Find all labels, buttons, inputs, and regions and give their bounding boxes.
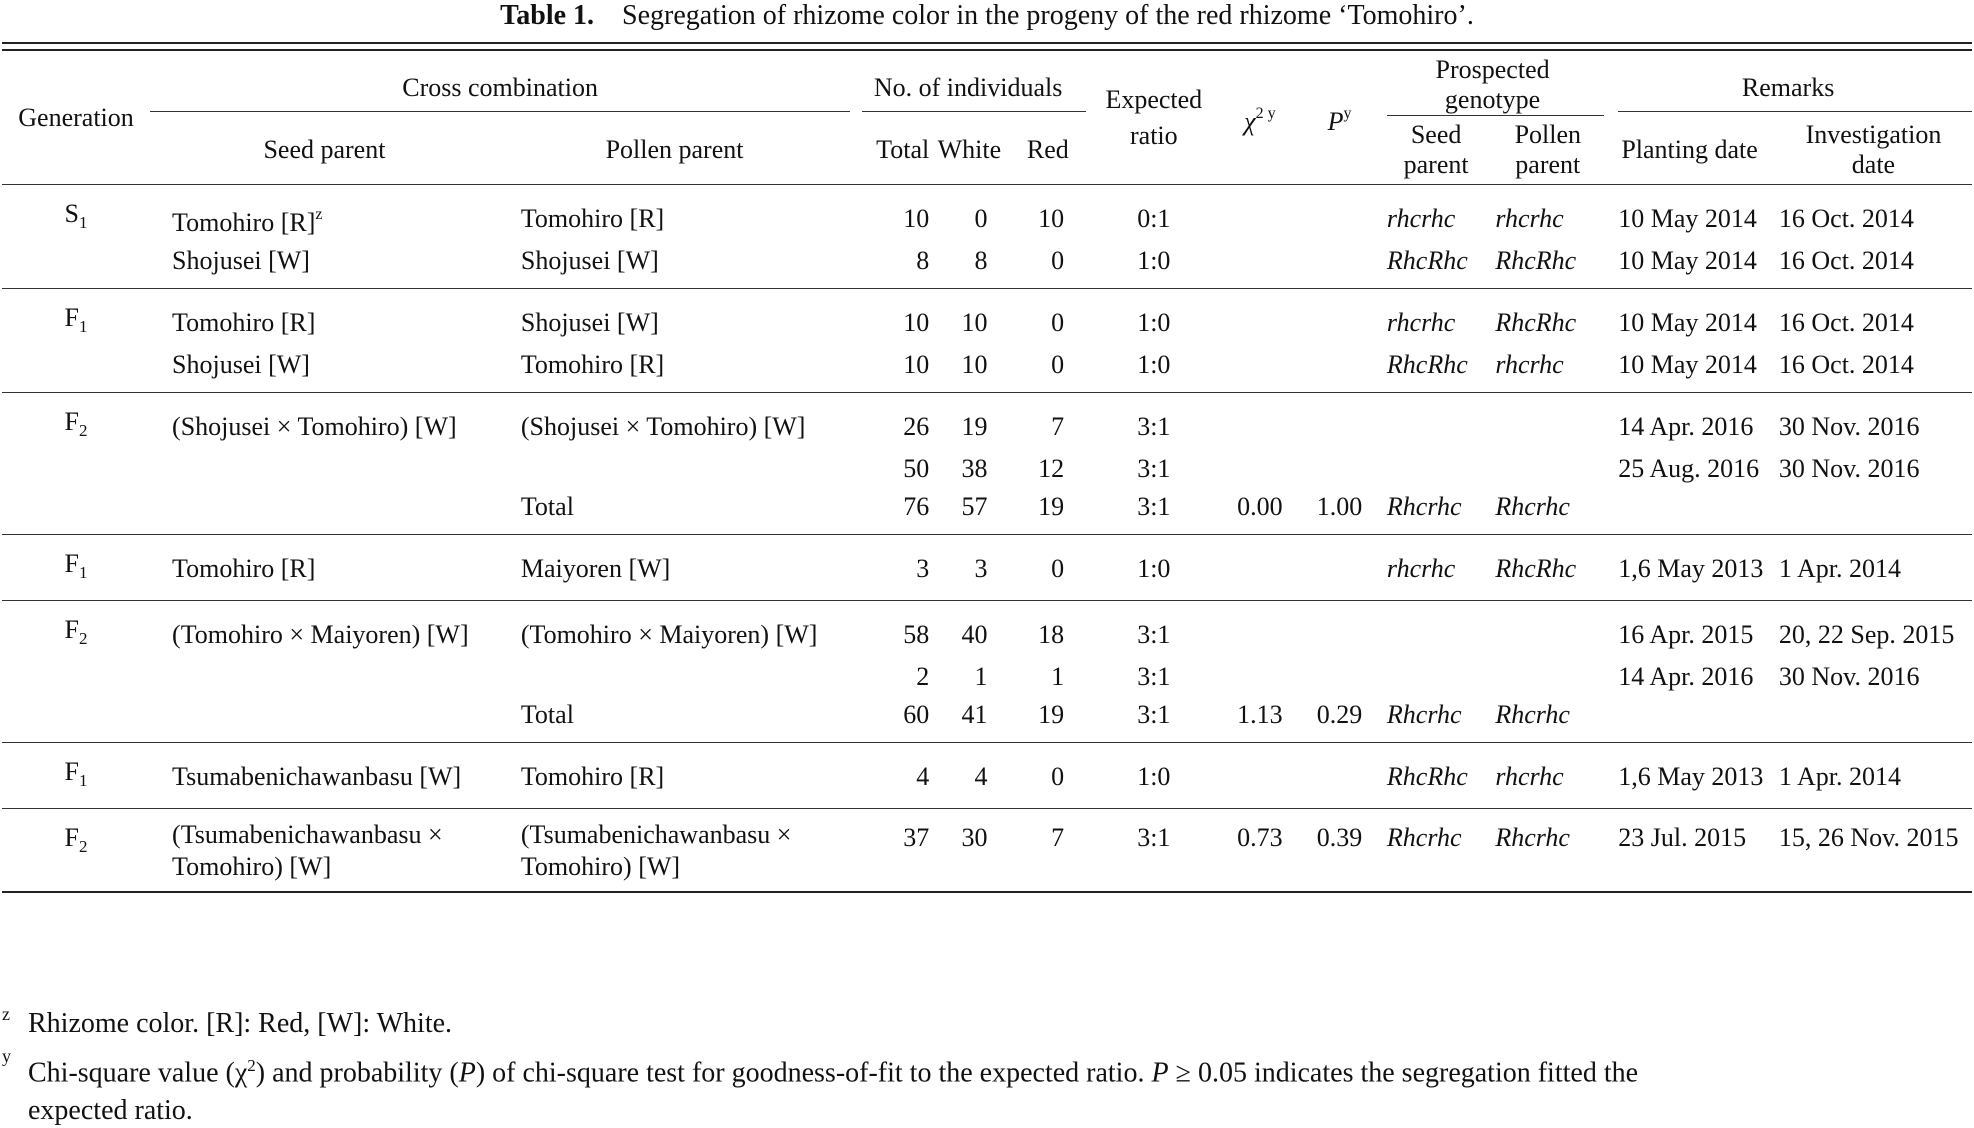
red-cell: 7 (1051, 411, 1065, 441)
chi-cell (1222, 601, 1299, 659)
col-red: Red (1010, 116, 1087, 185)
table-wrapper (2, 42, 1972, 893)
white-cell: 1 (974, 662, 988, 691)
table-row (2, 242, 1972, 289)
ratio-cell: 3:1 (1137, 411, 1171, 441)
investigation-date-cell: 30 Nov. 2016 (1778, 454, 1920, 483)
chi-cell (1222, 658, 1299, 696)
chi-cell (1222, 289, 1299, 347)
white-cell: 8 (929, 242, 1009, 289)
genotype-pollen-cell: Rhcrhc (1491, 696, 1604, 743)
seed-parent-cell: (Tomohiro × Maiyoren) [W] (172, 619, 469, 649)
ratio-cell: 1:0 (1086, 743, 1222, 809)
table-footnotes (2, 1003, 1968, 1128)
generation-cell (2, 696, 150, 743)
genotype-seed-cell (1381, 658, 1491, 696)
generation-cell (2, 658, 150, 696)
col-no-individuals: No. of individuals (850, 51, 1086, 116)
footnote-z (2, 1003, 1968, 1045)
red-cell: 19 (1010, 488, 1087, 535)
red-cell: 10 (1038, 203, 1065, 233)
table-row (2, 809, 1972, 893)
pollen-parent-cell: Maiyoren [W] (499, 535, 850, 601)
col-remarks: Remarks (1604, 51, 1972, 116)
total-cell: 50 (903, 454, 930, 483)
p-cell: 1.00 (1298, 488, 1381, 535)
total-cell: 3 (850, 535, 929, 601)
white-cell: 40 (961, 619, 988, 649)
total-cell: 58 (903, 619, 930, 649)
caption-label: Table 1. (500, 0, 595, 31)
p-cell (1298, 743, 1381, 809)
pollen-parent-cell: Shojusei [W] (520, 307, 659, 337)
footnote-y-mark: y (2, 1046, 11, 1066)
chi-cell (1222, 450, 1299, 488)
planting-date-cell: 16 Apr. 2015 (1618, 619, 1754, 649)
planting-date-cell: 23 Jul. 2015 (1604, 809, 1775, 893)
table-caption (0, 0, 1974, 34)
ratio-cell: 3:1 (1137, 619, 1171, 649)
genotype-pollen-cell (1491, 393, 1604, 451)
generation-cell (2, 450, 150, 488)
red-cell: 0 (1010, 242, 1087, 289)
investigation-date-cell: 15, 26 Nov. 2015 (1775, 809, 1972, 893)
chi-cell: 0.73 (1222, 809, 1299, 893)
generation-cell: $F_2$ (64, 407, 88, 440)
ratio-cell: 1:0 (1086, 242, 1222, 289)
white-cell: 38 (961, 454, 988, 483)
generation-cell: $F_2$ (2, 809, 150, 893)
seed-parent-cell: Shojusei [W] (150, 346, 499, 393)
seed-parent-cell (150, 658, 499, 696)
generation-cell: $F_1$ (2, 743, 150, 809)
total-cell: 4 (850, 743, 929, 809)
genotype-pollen-cell (1491, 601, 1604, 659)
total-cell: 26 (903, 411, 930, 441)
genotype-seed-cell: RhcRhc (1381, 242, 1491, 289)
ratio-cell: 1:0 (1086, 535, 1222, 601)
generation-cell: $F_1$ (64, 303, 88, 336)
pollen-parent-cell: Tomohiro [R] (499, 346, 850, 393)
white-cell: 10 (929, 346, 1009, 393)
investigation-date-cell: 20, 22 Sep. 2015 (1778, 619, 1955, 649)
investigation-date-cell: 1 Apr. 2014 (1775, 743, 1972, 809)
genotype-pollen-cell: RhcRhc (1491, 535, 1604, 601)
genotype-pollen-cell: rhcrhc (1491, 346, 1604, 393)
footnote-z-text: Rhizome color. [R]: Red, [W]: White. (28, 1008, 453, 1039)
planting-date-cell: 14 Apr. 2016 (1618, 662, 1754, 691)
table-row (2, 488, 1972, 535)
planting-date-cell (1604, 696, 1775, 743)
white-cell: 30 (929, 809, 1009, 893)
planting-date-cell: 1,6 May 2013 (1604, 743, 1775, 809)
chi-cell: 0.00 (1222, 488, 1299, 535)
genotype-seed-cell: RhcRhc (1381, 743, 1491, 809)
chi-cell (1222, 346, 1299, 393)
genotype-pollen-cell (1491, 450, 1604, 488)
white-cell: 0 (974, 203, 988, 233)
col-genotype-pollen-parent: Pollen parent (1491, 116, 1604, 185)
pollen-parent-cell: Total (499, 488, 850, 535)
p-cell (1298, 535, 1381, 601)
seed-parent-cell: Tomohiro [R] (172, 307, 316, 337)
white-cell: 3 (929, 535, 1009, 601)
white-cell: 19 (961, 411, 988, 441)
genotype-seed-cell: Rhcrhc (1381, 696, 1491, 743)
table-row (2, 393, 1972, 451)
pollen-parent-cell (499, 658, 850, 696)
seed-parent-cell: Tsumabenichawanbasu [W] (150, 743, 499, 809)
col-chi-square: $\chi^{2 y}$ (1222, 51, 1299, 185)
pollen-parent-cell: (Shojusei × Tomohiro) [W] (520, 411, 806, 441)
generation-cell (2, 488, 150, 535)
col-cross-combination: Cross combination (150, 51, 850, 116)
genotype-pollen-cell: RhcRhc (1495, 307, 1577, 337)
col-planting-date: Planting date (1604, 116, 1775, 185)
genotype-seed-cell (1381, 601, 1491, 659)
red-cell: 0 (1051, 307, 1065, 337)
ratio-cell: 1:0 (1137, 307, 1171, 337)
planting-date-cell: 10 May 2014 (1618, 307, 1757, 337)
white-cell: 10 (961, 307, 988, 337)
genotype-seed-cell (1381, 450, 1491, 488)
table-row (2, 185, 1972, 243)
genotype-seed-cell (1381, 393, 1491, 451)
red-cell: 19 (1010, 696, 1087, 743)
pollen-parent-cell: Tomohiro [R] (499, 743, 850, 809)
total-cell: 10 (850, 346, 929, 393)
planting-date-cell (1604, 488, 1775, 535)
table-row (2, 289, 1972, 347)
genotype-pollen-cell: Rhcrhc (1491, 488, 1604, 535)
investigation-date-cell: 30 Nov. 2016 (1778, 662, 1920, 691)
table-row (2, 535, 1972, 601)
total-cell: 60 (850, 696, 929, 743)
total-cell: 10 (903, 307, 930, 337)
p-cell: 0.39 (1298, 809, 1381, 893)
ratio-cell: 0:1 (1137, 203, 1171, 233)
chi-cell (1222, 393, 1299, 451)
p-cell (1298, 450, 1381, 488)
col-investigation-date: Investigation date (1775, 116, 1972, 185)
investigation-date-cell: 16 Oct. 2014 (1778, 203, 1914, 233)
p-cell (1298, 346, 1381, 393)
seed-parent-cell (150, 696, 499, 743)
total-cell: 2 (916, 662, 930, 691)
ratio-cell: 3:1 (1137, 662, 1171, 691)
pollen-parent-cell: (Tomohiro × Maiyoren) [W] (520, 619, 818, 649)
generation-cell: $S_1$ (64, 199, 88, 232)
ratio-cell: 3:1 (1086, 809, 1222, 893)
planting-date-cell: 14 Apr. 2016 (1618, 411, 1754, 441)
genotype-pollen-cell: Rhcrhc (1491, 809, 1604, 893)
chi-cell (1222, 743, 1299, 809)
header-row-2 (2, 116, 1972, 185)
table-row (2, 450, 1972, 488)
col-pollen-parent: Pollen parent (499, 116, 850, 185)
table-row (2, 696, 1972, 743)
genotype-pollen-cell: rhcrhc (1491, 743, 1604, 809)
ratio-cell: 3:1 (1086, 696, 1222, 743)
chi-cell (1222, 242, 1299, 289)
col-prospected-genotype: Prospected genotype (1381, 51, 1604, 116)
remarks-rule (1618, 111, 1972, 112)
pollen-parent-cell: Tomohiro [R] (520, 203, 665, 233)
pollen-parent-cell (499, 450, 850, 488)
genotype-seed-cell: rhcrhc (1381, 535, 1491, 601)
investigation-date-cell: 16 Oct. 2014 (1775, 242, 1972, 289)
seed-parent-cell (150, 450, 499, 488)
pollen-parent-cell: (Tsumabenichawanbasu × Tomohiro) [W] (499, 809, 850, 893)
p-cell (1298, 393, 1381, 451)
total-cell: 8 (850, 242, 929, 289)
red-cell: 1 (1051, 662, 1065, 691)
white-cell: 4 (929, 743, 1009, 809)
seed-parent-cell: Tomohiro $[R]^z$ (172, 205, 323, 237)
header-row-1 (2, 51, 1972, 116)
genotype-seed-cell: rhcrhc (1386, 203, 1456, 233)
chi-cell (1222, 185, 1299, 243)
col-generation: Generation (2, 51, 150, 185)
genotype-pollen-cell: rhcrhc (1495, 203, 1564, 233)
red-cell: 0 (1010, 346, 1087, 393)
red-cell: 18 (1038, 619, 1065, 649)
planting-date-cell: 10 May 2014 (1604, 242, 1775, 289)
caption-text: Segregation of rhizome color in the progeny of the red rhizome ‘Tomohiro’. (622, 0, 1474, 31)
planting-date-cell: 10 May 2014 (1618, 203, 1757, 233)
col-total: Total (850, 116, 929, 185)
generation-cell (2, 242, 150, 289)
red-cell: 0 (1010, 535, 1087, 601)
ratio-cell: 1:0 (1086, 346, 1222, 393)
total-cell: 37 (850, 809, 929, 893)
investigation-date-cell: 16 Oct. 2014 (1778, 307, 1914, 337)
total-cell: 10 (903, 203, 930, 233)
p-cell: 0.29 (1298, 696, 1381, 743)
col-white: White (929, 116, 1009, 185)
seed-parent-cell: Shojusei [W] (150, 242, 499, 289)
genotype-seed-cell: RhcRhc (1381, 346, 1491, 393)
genotype-seed-cell: Rhcrhc (1381, 488, 1491, 535)
seed-parent-cell: Tomohiro [R] (150, 535, 499, 601)
p-cell (1298, 658, 1381, 696)
investigation-date-cell (1775, 488, 1972, 535)
footnote-y: y Chi-square value $(\chi^2)$ and probability (P) of chi-square test for goodness-of-fit to the expected ratio. P ≥ 0.05 indicates the segregation fitted the expected ratio. (2, 1045, 1968, 1128)
pollen-parent-cell: Total (499, 696, 850, 743)
ratio-cell: 3:1 (1137, 454, 1171, 483)
genotype-seed-cell: rhcrhc (1386, 307, 1456, 337)
investigation-date-cell: 30 Nov. 2016 (1778, 411, 1920, 441)
col-genotype-seed-parent: Seed parent (1381, 116, 1491, 185)
no-individuals-rule (862, 111, 1086, 112)
planting-date-cell: 1,6 May 2013 (1604, 535, 1775, 601)
planting-date-cell: 10 May 2014 (1604, 346, 1775, 393)
seed-parent-cell (150, 488, 499, 535)
table-row (2, 346, 1972, 393)
chi-cell (1222, 535, 1299, 601)
top-double-rule (2, 42, 1972, 51)
ratio-cell: 3:1 (1086, 488, 1222, 535)
seed-parent-cell: (Shojusei × Tomohiro) [W] (172, 411, 457, 441)
investigation-date-cell (1775, 696, 1972, 743)
cross-combination-rule (150, 111, 850, 112)
table-row (2, 658, 1972, 696)
genotype-pollen-cell: RhcRhc (1491, 242, 1604, 289)
p-cell (1298, 242, 1381, 289)
footnote-z-mark: z (2, 1004, 10, 1024)
planting-date-cell: 25 Aug. 2016 (1618, 454, 1760, 483)
investigation-date-cell: 16 Oct. 2014 (1775, 346, 1972, 393)
p-cell (1298, 289, 1381, 347)
generation-cell (2, 346, 150, 393)
table-row (2, 743, 1972, 809)
generation-cell: $F_1$ (2, 535, 150, 601)
seed-parent-cell: (Tsumabenichawanbasu × Tomohiro) [W] (150, 809, 499, 893)
red-cell: 0 (1010, 743, 1087, 809)
red-cell: 7 (1010, 809, 1087, 893)
total-cell: 76 (850, 488, 929, 535)
chi-cell: 1.13 (1222, 696, 1299, 743)
pollen-parent-cell: Shojusei [W] (499, 242, 850, 289)
white-cell: 57 (929, 488, 1009, 535)
white-cell: 41 (929, 696, 1009, 743)
footnote-y-continued: expected ratio. (28, 1095, 193, 1127)
red-cell: 12 (1038, 454, 1065, 483)
p-cell (1298, 601, 1381, 659)
genotype-seed-cell: Rhcrhc (1381, 809, 1491, 893)
generation-cell: $F_2$ (64, 615, 88, 648)
investigation-date-cell: 1 Apr. 2014 (1775, 535, 1972, 601)
p-cell (1298, 185, 1381, 243)
table-row (2, 601, 1972, 659)
col-p-value: $P^y$ (1298, 51, 1381, 185)
genotype-pollen-cell (1491, 658, 1604, 696)
col-expected-ratio: Expected ratio (1086, 51, 1222, 185)
col-seed-parent: Seed parent (150, 116, 499, 185)
segregation-table (2, 51, 1972, 893)
